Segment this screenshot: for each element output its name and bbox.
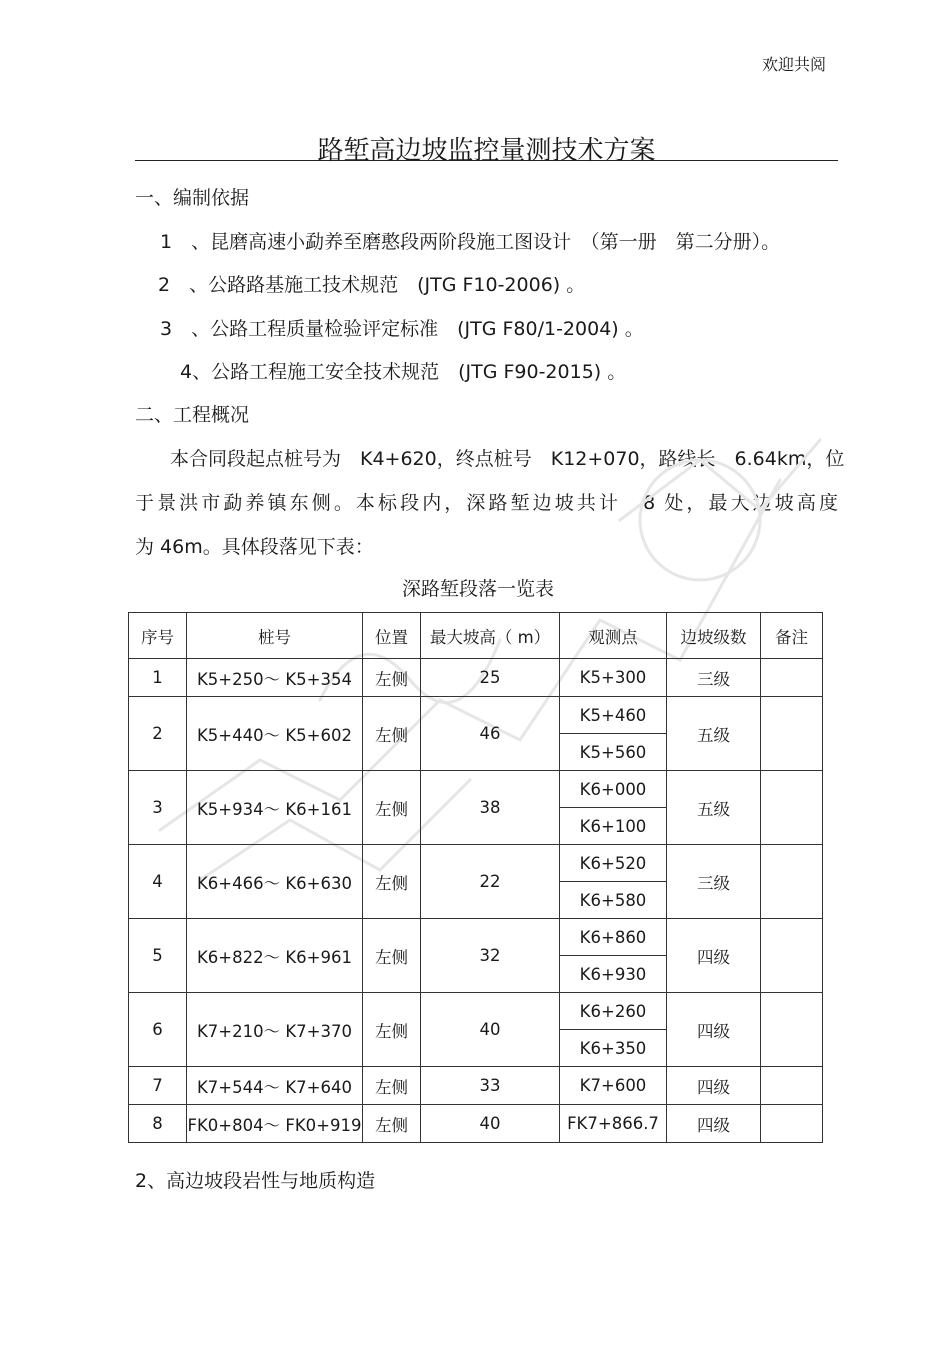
cell-remark xyxy=(761,1105,823,1143)
cell-remark xyxy=(761,993,823,1067)
cell-point: K6+260 xyxy=(560,993,667,1030)
cell-remark xyxy=(761,771,823,845)
title-underline xyxy=(135,160,838,161)
cell-point: FK7+866.7 xyxy=(560,1105,667,1143)
header-cell-position: 位置 xyxy=(363,613,421,659)
cell-no: 1 xyxy=(129,659,187,697)
cell-point: K5+560 xyxy=(560,734,667,771)
basis-item-3: 3 、公路工程质量检验评定标准 (JTG F80/1-2004) 。 xyxy=(160,318,644,340)
cell-position: 左侧 xyxy=(363,1067,421,1105)
section-heading-basis: 一、编制依据 xyxy=(135,187,250,209)
cell-no: 2 xyxy=(129,697,187,771)
cell-point: K6+930 xyxy=(560,956,667,993)
table-row xyxy=(129,771,823,808)
table-row xyxy=(129,993,823,1030)
subsection-heading-geology: 2、高边坡段岩性与地质构造 xyxy=(135,1170,376,1192)
cell-point: K6+860 xyxy=(560,919,667,956)
cell-grade: 四级 xyxy=(667,993,761,1067)
cell-position: 左侧 xyxy=(363,771,421,845)
table-caption: 深路堑段落一览表 xyxy=(401,578,554,600)
cell-grade: 三级 xyxy=(667,845,761,919)
table-header-row xyxy=(129,613,823,659)
cell-position: 左侧 xyxy=(363,697,421,771)
cell-position: 左侧 xyxy=(363,659,421,697)
header-cell-station: 桩号 xyxy=(187,613,363,659)
table-row xyxy=(129,845,823,882)
table-row xyxy=(129,1067,823,1105)
cell-grade: 四级 xyxy=(667,919,761,993)
cell-position: 左侧 xyxy=(363,845,421,919)
cell-remark xyxy=(761,919,823,993)
table-row xyxy=(129,659,823,697)
cell-station: K5+250～ K5+354 xyxy=(187,659,363,697)
cell-max-height: 33 xyxy=(421,1067,560,1105)
header-cell-remark: 备注 xyxy=(761,613,823,659)
cell-point: K6+350 xyxy=(560,1030,667,1067)
cell-position: 左侧 xyxy=(363,1105,421,1143)
cell-max-height: 46 xyxy=(421,697,560,771)
basis-item-2: 2 、公路路基施工技术规范 (JTG F10-2006) 。 xyxy=(158,274,586,296)
cell-point: K6+000 xyxy=(560,771,667,808)
cell-grade: 四级 xyxy=(667,1105,761,1143)
cell-no: 8 xyxy=(129,1105,187,1143)
cell-point: K6+520 xyxy=(560,845,667,882)
cell-max-height: 40 xyxy=(421,993,560,1067)
basis-item-1: 1 、昆磨高速小勐养至磨憨段两阶段施工图设计 （第一册 第二分册）。 xyxy=(160,231,781,253)
header-cell-points: 观测点 xyxy=(560,613,667,659)
cell-position: 左侧 xyxy=(363,919,421,993)
cell-grade: 五级 xyxy=(667,697,761,771)
overview-line-1: 本合同段起点桩号为 K4+620，终点桩号 K12+070，路线长 6.64km，位 xyxy=(170,448,845,470)
cell-max-height: 22 xyxy=(421,845,560,919)
header-cell-max-height: 最大坡高（ m） xyxy=(421,613,560,659)
table-row xyxy=(129,919,823,956)
cell-station: K5+934～ K6+161 xyxy=(187,771,363,845)
cell-position: 左侧 xyxy=(363,993,421,1067)
cell-station: K7+544～ K7+640 xyxy=(187,1067,363,1105)
cell-no: 5 xyxy=(129,919,187,993)
cell-max-height: 25 xyxy=(421,659,560,697)
cell-remark xyxy=(761,659,823,697)
overview-line-3: 为 46m。具体段落见下表： xyxy=(135,536,374,558)
cell-remark xyxy=(761,845,823,919)
cell-remark xyxy=(761,1067,823,1105)
section-heading-overview: 二、工程概况 xyxy=(135,404,250,426)
cell-station: K7+210～ K7+370 xyxy=(187,993,363,1067)
cell-grade: 三级 xyxy=(667,659,761,697)
cell-point: K7+600 xyxy=(560,1067,667,1105)
cell-point: K5+300 xyxy=(560,659,667,697)
basis-item-4: 4、公路工程施工安全技术规范 (JTG F90-2015) 。 xyxy=(180,361,627,383)
cell-point: K6+580 xyxy=(560,882,667,919)
cell-max-height: 40 xyxy=(421,1105,560,1143)
cell-remark xyxy=(761,697,823,771)
cell-point: K5+460 xyxy=(560,697,667,734)
slope-table xyxy=(128,612,823,1143)
cell-point: K6+100 xyxy=(560,808,667,845)
header-note: 欢迎共阅 xyxy=(762,55,827,74)
cell-no: 7 xyxy=(129,1067,187,1105)
cell-grade: 五级 xyxy=(667,771,761,845)
cell-grade: 四级 xyxy=(667,1067,761,1105)
cell-max-height: 32 xyxy=(421,919,560,993)
cell-station: K6+822～ K6+961 xyxy=(187,919,363,993)
cell-station: FK0+804～ FK0+919 xyxy=(187,1105,363,1143)
table-row xyxy=(129,697,823,734)
cell-station: K6+466～ K6+630 xyxy=(187,845,363,919)
cell-no: 6 xyxy=(129,993,187,1067)
table-row xyxy=(129,1105,823,1143)
cell-max-height: 38 xyxy=(421,771,560,845)
header-cell-grade: 边坡级数 xyxy=(667,613,761,659)
document-title: 路堑高边坡监控量测技术方案 xyxy=(317,136,656,166)
cell-no: 3 xyxy=(129,771,187,845)
header-cell-no: 序号 xyxy=(129,613,187,659)
cell-no: 4 xyxy=(129,845,187,919)
overview-line-2: 于景洪市勐养镇东侧。本标段内，深路堑边坡共计 8 处，最大边坡高度 xyxy=(135,492,838,514)
cell-station: K5+440～ K5+602 xyxy=(187,697,363,771)
